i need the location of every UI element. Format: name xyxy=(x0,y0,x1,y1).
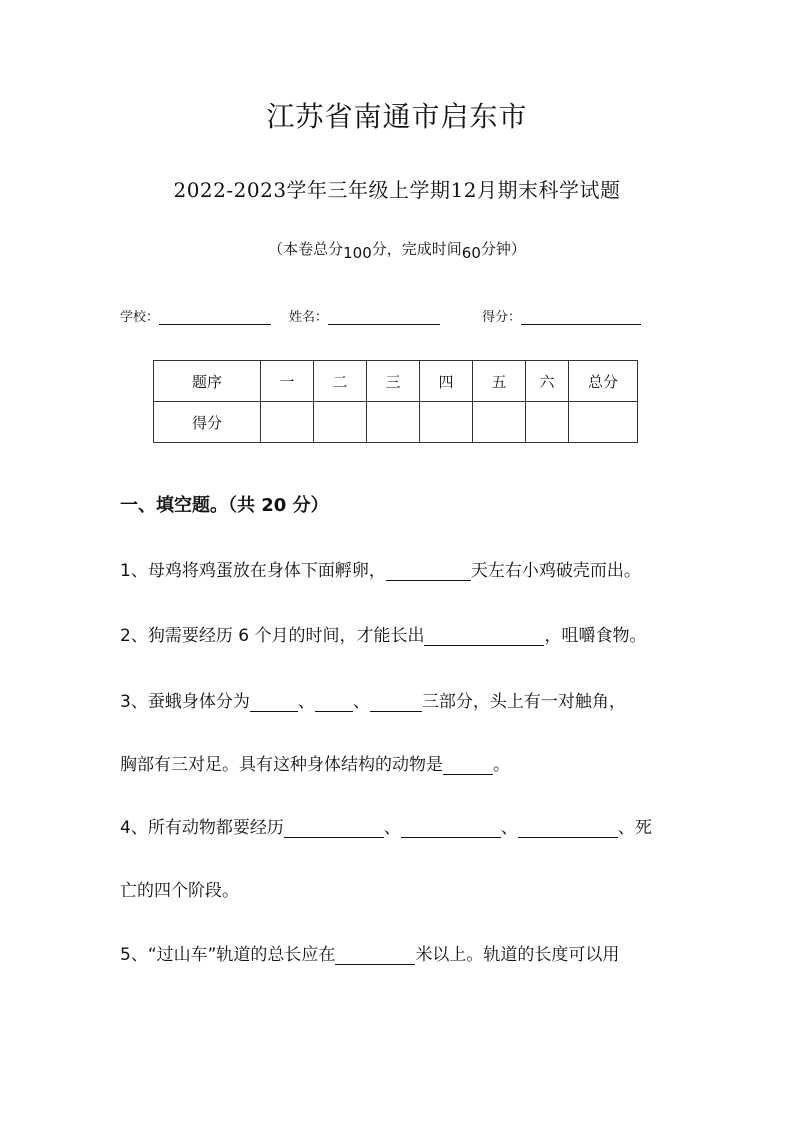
table-cell: 总分 xyxy=(569,361,638,402)
score-table-header-row xyxy=(154,361,638,402)
answer-blank[interactable] xyxy=(250,693,298,712)
question-text: 天左右小鸡破壳而出。 xyxy=(470,561,641,581)
question-text: 。 xyxy=(493,755,510,775)
answer-blank[interactable] xyxy=(424,627,544,646)
answer-blank[interactable] xyxy=(315,693,353,712)
score-input-cell[interactable] xyxy=(473,402,526,443)
question-text: 5、“过山车”轨道的总长应在 xyxy=(120,945,336,965)
section-heading: 一、填空题。（共 20 分） xyxy=(120,495,329,516)
table-cell: 一 xyxy=(261,361,314,402)
school-label: 学校： xyxy=(120,310,160,325)
name-label: 姓名： xyxy=(289,310,329,325)
question-text: 2、狗需要经历 6 个月的时间，才能长出 xyxy=(120,626,425,646)
score-blank[interactable] xyxy=(521,308,641,325)
question-text: 亡的四个阶段。 xyxy=(120,881,239,901)
question-text: 胸部有三对足。具有这种身体结构的动物是 xyxy=(120,755,443,775)
answer-blank[interactable] xyxy=(518,819,618,838)
score-input-cell[interactable] xyxy=(420,402,473,443)
note-total: 100 xyxy=(343,244,372,262)
score-input-cell[interactable] xyxy=(314,402,367,443)
table-cell: 题序 xyxy=(154,361,261,402)
score-table-score-row xyxy=(154,402,638,443)
question-4 xyxy=(120,813,652,838)
note-suffix: 分钟） xyxy=(480,240,526,258)
answer-blank[interactable] xyxy=(284,819,384,838)
exam-note xyxy=(0,238,794,262)
question-5 xyxy=(120,940,619,965)
question-text: 3、蚕蛾身体分为 xyxy=(120,692,250,712)
question-3 xyxy=(120,687,626,712)
score-input-cell[interactable] xyxy=(261,402,314,443)
score-label: 得分： xyxy=(482,310,522,325)
question-text: 1、母鸡将鸡蛋放在身体下面孵卵， xyxy=(120,561,386,581)
question-text: 、 xyxy=(297,692,315,712)
question-2 xyxy=(120,621,646,646)
document-subtitle: 2022-2023学年三年级上学期12月期末科学试题 xyxy=(173,178,621,202)
question-text: 三部分，头上有一对触角， xyxy=(421,692,626,712)
score-input-cell[interactable] xyxy=(367,402,420,443)
answer-blank[interactable] xyxy=(386,562,471,581)
table-cell: 五 xyxy=(473,361,526,402)
school-blank[interactable] xyxy=(159,308,271,325)
table-cell: 得分 xyxy=(154,402,261,443)
table-cell: 六 xyxy=(526,361,569,402)
answer-blank[interactable] xyxy=(370,693,422,712)
question-text: 4、所有动物都要经历 xyxy=(120,818,284,838)
document-title: 江苏省南通市启东市 xyxy=(266,100,528,133)
question-text: ，咀嚼食物。 xyxy=(544,626,647,646)
name-blank[interactable] xyxy=(328,308,440,325)
table-cell: 二 xyxy=(314,361,367,402)
score-table xyxy=(153,360,638,443)
note-mid: 分，完成时间 xyxy=(371,240,462,258)
answer-blank[interactable] xyxy=(335,946,415,965)
score-input-cell[interactable] xyxy=(526,402,569,443)
question-text: 、 xyxy=(352,692,370,712)
score-input-cell[interactable] xyxy=(569,402,638,443)
answer-blank[interactable] xyxy=(443,756,493,775)
note-time: 60 xyxy=(461,244,481,262)
question-4-continued xyxy=(120,876,239,901)
question-text: 、 xyxy=(383,818,401,838)
question-1 xyxy=(120,556,641,581)
note-prefix: （本卷总分 xyxy=(268,240,344,258)
question-text: 、死 xyxy=(617,818,652,838)
name-field xyxy=(289,306,440,325)
question-3-continued xyxy=(120,750,510,775)
answer-blank[interactable] xyxy=(401,819,501,838)
question-text: 米以上。轨道的长度可以用 xyxy=(415,945,620,965)
table-cell: 四 xyxy=(420,361,473,402)
school-field xyxy=(120,306,271,325)
table-cell: 三 xyxy=(367,361,420,402)
question-text: 、 xyxy=(500,818,518,838)
score-field xyxy=(482,306,641,325)
